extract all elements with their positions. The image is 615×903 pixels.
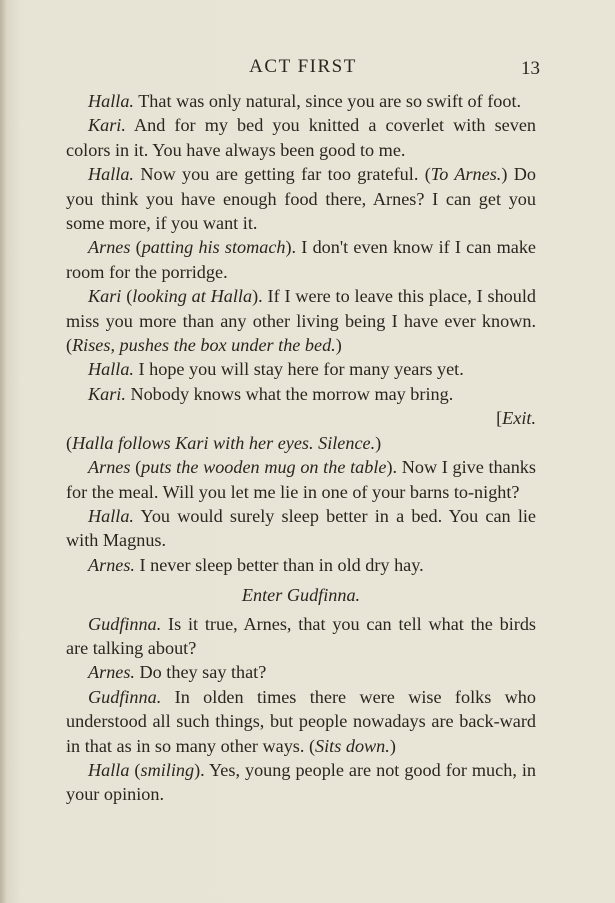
line-text: You would surely sleep better in a bed. You can lie with Magnus. [66,505,536,551]
stage-direction: Exit. [502,408,536,429]
speaker-name: Gudfinna. [88,613,162,634]
speaker-name: Halla. [88,359,134,380]
line-text: ) [389,735,396,756]
stage-direction: Halla follows Kari with her eyes. Silence. [72,432,376,453]
speaker-name: Arnes. [88,662,135,683]
line-text: I hope you will stay here for many years yet. [133,359,464,380]
speaker-name: Halla. [88,91,134,111]
stage-direction: Rises, pushes the box under the bed. [72,335,336,356]
line-text: Do they say that? [134,662,267,683]
dialogue-line [66,504,536,553]
line-text: I never sleep better than in old dry hay. [134,554,424,575]
line-text: ( [130,237,142,258]
speaker-name: Arnes [88,457,131,478]
line-text: ) Do you think you have enough food there, Arnes? I can get you some more, if you want it. [66,164,536,234]
line-text: ( [121,286,133,307]
page-gutter [0,0,6,903]
stage-direction: looking at Halla [132,286,253,307]
stage-direction: Sits down. [315,735,390,756]
paren-close: ) [375,432,382,453]
page-header [66,56,540,80]
stage-direction: smiling [140,759,195,780]
dialogue-line [66,382,536,406]
dialogue-line [66,284,536,357]
speaker-name: Halla [88,759,130,780]
speaker-name: Kari. [88,115,126,136]
dialogue-line [66,357,536,381]
line-text: ). I don't even know if I can make room for the porridge. [66,237,536,282]
page-text [66,89,536,807]
dialogue-line [66,660,536,684]
line-text: Now you are getting far too grateful. ( [133,164,431,185]
paren-open: ( [66,432,73,453]
line-text: In olden times there were wise folks who understood all such things, but people nowadays are back-ward in that as in so many other ways. ( [66,686,536,756]
line-text: ). Yes, young people are not good for much, in your opinion. [66,759,537,805]
exit-direction [66,406,536,430]
speaker-name: Halla. [88,164,134,185]
page-number: 13 [521,58,540,79]
stage-direction: patting his stomach [141,237,286,258]
speaker-name: Halla. [88,505,134,526]
dialogue-line [66,235,536,284]
line-text: And for my bed you knitted a coverlet with seven colors in it. You have always been good to me. [66,115,536,160]
running-head: ACT FIRST [249,56,357,77]
line-text: Nobody knows what the morrow may bring. [125,383,454,404]
stage-direction: To Arnes. [430,164,502,185]
dialogue-line [66,685,536,758]
speaker-name: Kari [88,286,122,307]
line-text: ). Now I give thanks for the meal. Will you let me lie in one of your barns to-night? [66,457,536,502]
dialogue-line [66,455,536,504]
speaker-name: Arnes [88,237,131,258]
dialogue-line [66,113,536,162]
line-text: ( [129,759,141,780]
speaker-name: Gudfinna. [88,686,162,707]
line-text: ). If I were to leave this place, I should miss you more than any other living being I have ever known. ( [66,286,536,356]
line-text: Is it true, Arnes, that you can tell what the birds are talking about? [66,613,536,658]
dialogue-line [66,612,536,661]
dialogue-line [66,758,536,807]
stage-direction-line [66,431,536,455]
line-text: ) [335,335,342,356]
dialogue-line [66,89,536,113]
enter-direction: Enter Gudfinna. [241,585,361,606]
dialogue-line [66,553,536,577]
dialogue-line [66,162,536,235]
line-text: That was only natural, since you are so swift of foot. [133,91,522,111]
speaker-name: Arnes. [88,554,135,575]
speaker-name: Kari. [88,383,126,404]
stage-direction: puts the wooden mug on the table [141,457,387,478]
exit-bracket: [ [496,408,503,429]
line-text: ( [130,457,142,478]
